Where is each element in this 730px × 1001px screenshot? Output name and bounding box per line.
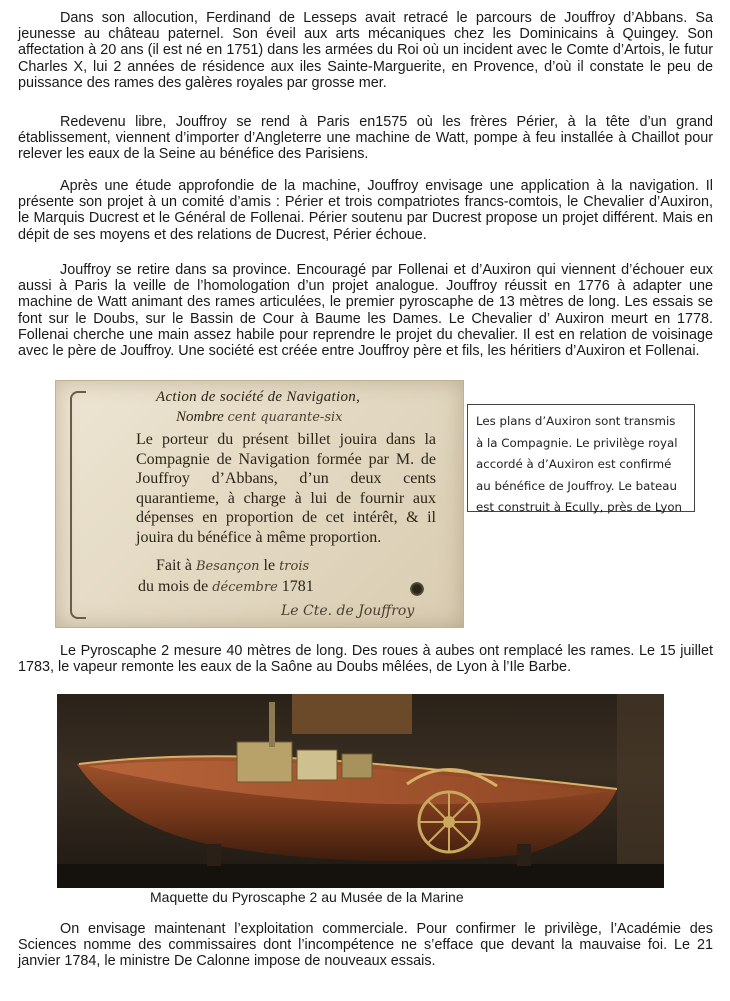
certificate-signature: Le Cte. de Jouffroy [281, 603, 415, 619]
steam-engine [237, 742, 292, 782]
paragraph-pyroscaphe-2: Le Pyroscaphe 2 mesure 40 mètres de long. Des roues à aubes ont remplacé les rames. Le 15 juillet 1783, le vapeur remonte les eaux de la Saône au Doubs mêlées, de Lyon à l’Ile Barbe. [18, 643, 713, 676]
paragraph-commercial-exploitation: On envisage maintenant l’exploitation commerciale. Pour confirmer le privilège, l’Académie des Sciences nomme des commissaires dont l’incompétence ne s’efface que devant la mauvaise foi. Le 21 janvier 1784, le ministre De Calonne impose de nouveaux essais. [18, 921, 713, 970]
sidebar-caption-box: Les plans d’Auxiron sont transmis à la Compagnie. Le privilège royal accordé à d’Auxiron est confirmé au bénéfice de Jouffroy. Le bateau est construit à Ecully, près de Lyon [467, 404, 695, 512]
certificate-month-handwritten: décembre [212, 580, 278, 595]
certificate-body: Le porteur du présent billet jouira dans la Compagnie de Navigation formée par M. de Jouffroy d’Abbans, d’un deux cents quarantieme, à charge à lui de fournir aux dépenses en proportion de cet intérêt, & il jouira du bénéfice à même proportion. [136, 431, 436, 546]
certificate-fait-line [156, 557, 309, 575]
photo-caption: Maquette du Pyroscaphe 2 au Musée de la Marine [150, 889, 464, 905]
certificate-fait-label: Fait à [156, 557, 192, 574]
certificate-heading: Action de société de Navigation, [156, 389, 361, 405]
certificate-bracket [70, 391, 86, 619]
paragraph-paris-perier: Redevenu libre, Jouffroy se rend à Paris en1575 où les frères Périer, à la tête d’un grand établissement, viennent d’importer d’Angleterre une machine de Watt, pompe à feu installée à Chaillot pour relever les eaux de la Seine au bénéfice des Parisiens. [18, 114, 713, 163]
certificate-year: 1781 [281, 578, 314, 595]
display-case [292, 694, 412, 734]
paragraph-lesseps-speech: Dans son allocution, Ferdinand de Lesseps avait retracé le parcours de Jouffroy d’Abbans. Sa jeunesse au château paternel. Son éveil aux arts mécaniques chez les Dominicains à Quingey. Son affectation à 20 ans (il est né en 1751) dans les armées du Roi où un incident avec le Comte d’Artois, le futur Charles X, lui 2 années de résidence aux iles Sainte-Marguerite, en Provence, d’où il constate le peu de puissance des rames des galères royales par grosse mer. [18, 10, 713, 91]
certificate-day-handwritten: trois [279, 559, 310, 574]
certificate-nombre [176, 409, 343, 426]
certificate-nombre-handwritten: cent quarante-six [227, 410, 343, 425]
ship-model-photo [57, 694, 664, 888]
paragraph-navigation-project: Après une étude approfondie de la machine, Jouffroy envisage une application à la navigation. Il présente son projet à un comité d’amis : Périer et trois compatriotes francs-comtois, le Chevalier d’Auxiron, le Marquis Ducrest et le Général de Follenai. Périer soutenu par Ducrest propose un projet différent. Mais en dépit de ses moyens et des relations de Ducrest, Périer échoue. [18, 178, 713, 243]
certificate-mois-label: du mois de [138, 578, 209, 595]
paragraph-first-pyroscaphe: Jouffroy se retire dans sa province. Encouragé par Follenai et d’Auxiron qui viennent d’échouer eux aussi à Paris la veille de l’homologation d’un projet analogue. Jouffroy réussit en 1776 à adapter une machine de Watt animant des rames articulées, le premier pyroscaphe de 13 mètres de long. Les essais se font sur le Doubs, sur le Bassin de Cour à Baume les Dames. Le Chevalier d’ Auxiron meurt en 1778. Follenai cherche une main assez habile pour reprendre le projet du chevalier. Il est en relation de voisinage avec le père de Jouffroy. Une société est créée entre Jouffroy père et fils, les héritiers d’Auxiron et Follenai. [18, 262, 713, 360]
chimney [269, 702, 275, 747]
certificate-rosette-icon [409, 581, 425, 597]
paddle-wheel [419, 792, 479, 852]
certificate-nombre-label: Nombre [176, 409, 224, 425]
certificate-mois-line [138, 578, 314, 596]
certificate-le-label: le [263, 557, 276, 574]
share-certificate-photo [55, 380, 464, 628]
ship-model-illustration [57, 694, 664, 888]
certificate-place-handwritten: Besançon [196, 559, 260, 574]
